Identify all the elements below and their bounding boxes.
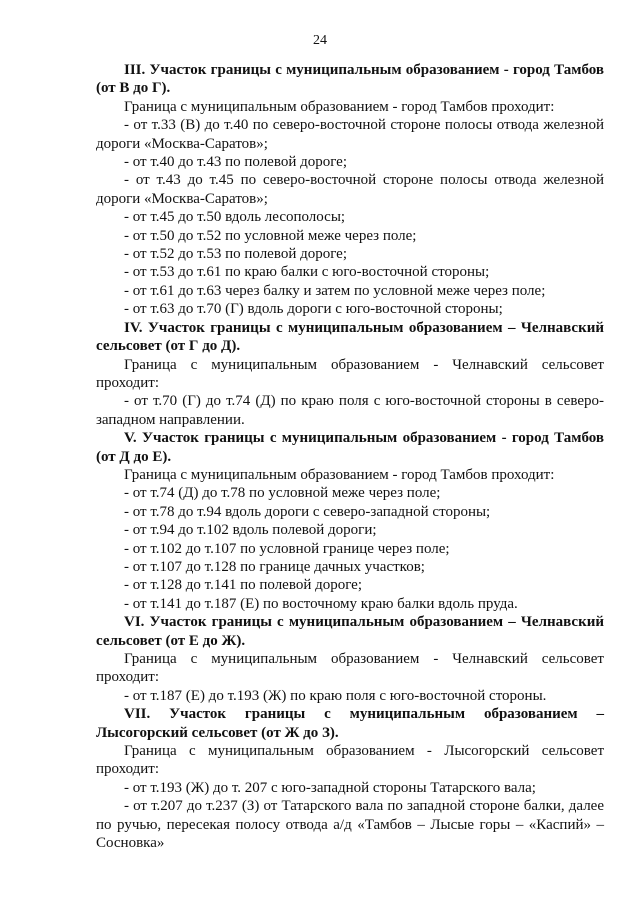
section-heading: V. Участок границы с муниципальным образованием - город Тамбов (от Д до Е).	[96, 430, 604, 465]
boundary-item: - от т.74 (Д) до т.78 по условной меже через поле;	[124, 485, 441, 502]
boundary-item: - от т.78 до т.94 вдоль дороги с северо-западной стороны;	[124, 503, 491, 520]
boundary-item: - от т.45 до т.50 вдоль лесополосы;	[124, 209, 346, 226]
boundary-item: - от т.207 до т.237 (З) от Татарского вала по западной стороне балки, далее по ручью, пересекая полосу отвода а/д «Тамбов – Лысые горы – «Каспий» –Сосновка»	[96, 798, 604, 852]
boundary-item: - от т.141 до т.187 (Е) по восточному краю балки вдоль пруда.	[124, 595, 518, 612]
boundary-item: - от т.102 до т.107 по условной границе через поле;	[124, 540, 450, 557]
section-intro: Граница с муниципальным образованием - Лысогорский сельсовет проходит:	[96, 743, 604, 778]
section-intro: Граница с муниципальным образованием - город Тамбов проходит:	[124, 466, 555, 483]
boundary-item: - от т.193 (Ж) до т. 207 с юго-западной стороны Татарского вала;	[124, 779, 536, 796]
boundary-item: - от т.70 (Г) до т.74 (Д) по краю поля с юго-восточной стороны в северо-западном направлении.	[96, 393, 604, 428]
section-intro: Граница с муниципальным образованием - Челнавский сельсовет проходит:	[96, 356, 604, 391]
page-number: 24	[313, 33, 327, 48]
boundary-item: - от т.63 до т.70 (Г) вдоль дороги с юго-восточной стороны;	[124, 301, 503, 318]
boundary-item: - от т.53 до т.61 по краю балки с юго-восточной стороны;	[124, 264, 490, 281]
boundary-item: - от т.43 до т.45 по северо-восточной стороне полосы отвода железной дороги «Москва-Саратов»;	[96, 172, 604, 207]
document-body	[96, 61, 604, 852]
section-intro: Граница с муниципальным образованием - город Тамбов проходит:	[124, 98, 555, 115]
section-heading: III. Участок границы с муниципальным образованием - город Тамбов (от В до Г).	[96, 62, 604, 97]
section-heading: VII. Участок границы с муниципальным образованием – Лысогорский сельсовет (от Ж до З).	[96, 706, 604, 741]
boundary-item: - от т.107 до т.128 по границе дачных участков;	[124, 558, 425, 575]
boundary-item: - от т.50 до т.52 по условной меже через поле;	[124, 227, 417, 244]
section-heading: IV. Участок границы с муниципальным образованием – Челнавский сельсовет (от Г до Д).	[96, 319, 604, 355]
boundary-item: - от т.128 до т.141 по полевой дороге;	[124, 577, 363, 594]
section-heading: VI. Участок границы с муниципальным образованием – Челнавский сельсовет (от Е до Ж).	[96, 614, 604, 649]
boundary-item: - от т.94 до т.102 вдоль полевой дороги;	[124, 522, 377, 539]
boundary-item: - от т.33 (В) до т.40 по северо-восточной стороне полосы отвода железной дороги «Москва-Саратов»;	[96, 117, 604, 152]
boundary-item: - от т.40 до т.43 по полевой дороге;	[124, 154, 348, 171]
boundary-item: - от т.52 до т.53 по полевой дороге;	[124, 246, 348, 263]
boundary-item: - от т.187 (Е) до т.193 (Ж) по краю поля с юго-восточной стороны.	[124, 687, 547, 704]
section-intro: Граница с муниципальным образованием - Челнавский сельсовет проходит:	[96, 651, 604, 686]
boundary-item: - от т.61 до т.63 через балку и затем по условной меже через поле;	[124, 282, 546, 299]
